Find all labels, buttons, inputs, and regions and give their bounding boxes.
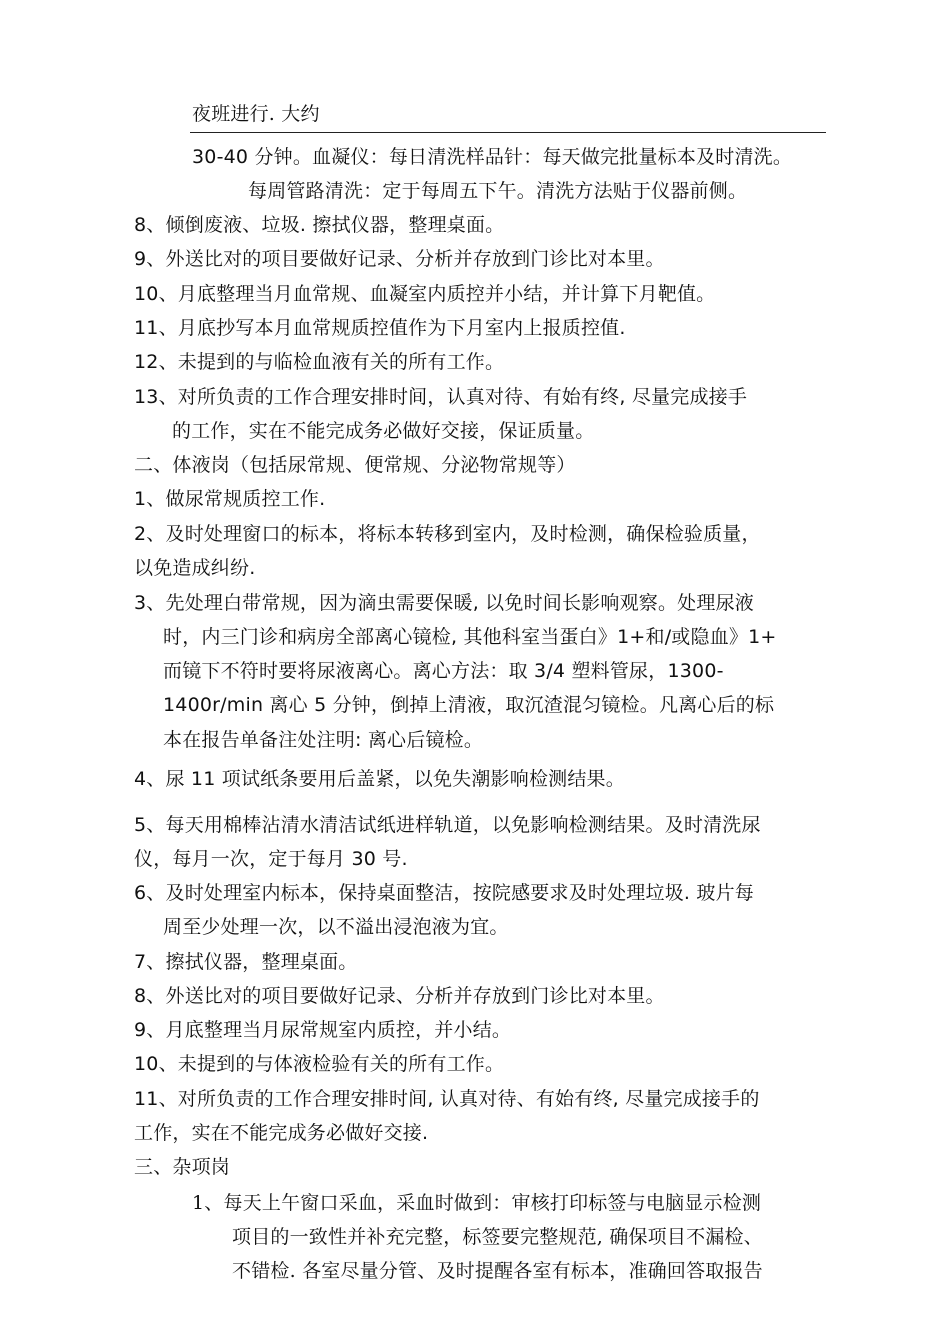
text-line: 的工作，实在不能完成务必做好交接，保证质量。 (172, 420, 595, 442)
header-rule (190, 132, 826, 133)
text-line: 仪，每月一次，定于每月 30 号. (134, 848, 408, 870)
text-line: 9、月底整理当月尿常规室内质控，并小结。 (134, 1019, 512, 1041)
text-line: 工作，实在不能完成务必做好交接. (134, 1122, 429, 1144)
text-line: 1、每天上午窗口采血，采血时做到：审核打印标签与电脑显示检测 (192, 1192, 762, 1214)
text-line: 8、外送比对的项目要做好记录、分析并存放到门诊比对本里。 (134, 985, 665, 1007)
text-line: 30-40 分钟。血凝仪：每日清洗样品针：每天做完批量标本及时清洗。 (192, 146, 793, 168)
text-line: 3、先处理白带常规，因为滴虫需要保暖, 以免时间长影响观察。处理尿液 (134, 592, 754, 614)
text-line: 以免造成纠纷. (134, 557, 256, 579)
text-line: 10、月底整理当月血常规、血凝室内质控并小结，并计算下月靶值。 (134, 283, 716, 305)
text-line: 本在报告单备注处注明: 离心后镜检。 (163, 729, 484, 751)
text-line: 12、未提到的与临检血液有关的所有工作。 (134, 351, 505, 373)
text-line: 10、未提到的与体液检验有关的所有工作。 (134, 1053, 505, 1075)
text-line: 1、做尿常规质控工作. (134, 488, 326, 510)
text-line: 周至少处理一次，以不溢出浸泡液为宜。 (163, 916, 509, 938)
text-line: 每周管路清洗：定于每周五下午。清洗方法贴于仪器前侧。 (248, 180, 748, 202)
text-line: 6、及时处理室内标本，保持桌面整洁，按院感要求及时处理垃圾. 玻片每 (134, 882, 754, 904)
text-line: 8、倾倒废液、垃圾. 擦拭仪器，整理桌面。 (134, 214, 505, 236)
text-line: 1400r/min 离心 5 分钟，倒掉上清液，取沉渣混匀镜检。凡离心后的标 (163, 694, 775, 716)
text-line: 11、月底抄写本月血常规质控值作为下月室内上报质控值. (134, 317, 626, 339)
text-line: 项目的一致性并补充完整，标签要完整规范, 确保项目不漏检、 (232, 1226, 763, 1248)
section-heading: 三、杂项岗 (134, 1156, 231, 1178)
text-line: 4、尿 11 项试纸条要用后盖紧，以免失潮影响检测结果。 (134, 768, 625, 790)
text-line: 5、每天用棉棒沾清水清洁试纸进样轨道，以免影响检测结果。及时清洗尿 (134, 814, 761, 836)
text-line: 9、外送比对的项目要做好记录、分析并存放到门诊比对本里。 (134, 248, 665, 270)
section-heading: 二、体液岗（包括尿常规、便常规、分泌物常规等） (134, 454, 576, 476)
text-line: 2、及时处理窗口的标本，将标本转移到室内，及时检测，确保检验质量， (134, 523, 761, 545)
header-text: 夜班进行. 大约 (192, 103, 320, 125)
text-line: 13、对所负责的工作合理安排时间，认真对待、有始有终, 尽量完成接手 (134, 386, 748, 408)
text-line: 不错检. 各室尽量分管、及时提醒各室有标本，准确回答取报告 (232, 1260, 763, 1282)
text-line: 时，内三门诊和病房全部离心镜检, 其他科室当蛋白》1+和/或隐血》1+ (163, 626, 777, 648)
text-line: 而镜下不符时要将尿液离心。离心方法：取 3/4 塑料管尿，1300- (163, 660, 724, 682)
text-line: 11、对所负责的工作合理安排时间, 认真对待、有始有终, 尽量完成接手的 (134, 1088, 760, 1110)
text-line: 7、擦拭仪器，整理桌面。 (134, 951, 358, 973)
